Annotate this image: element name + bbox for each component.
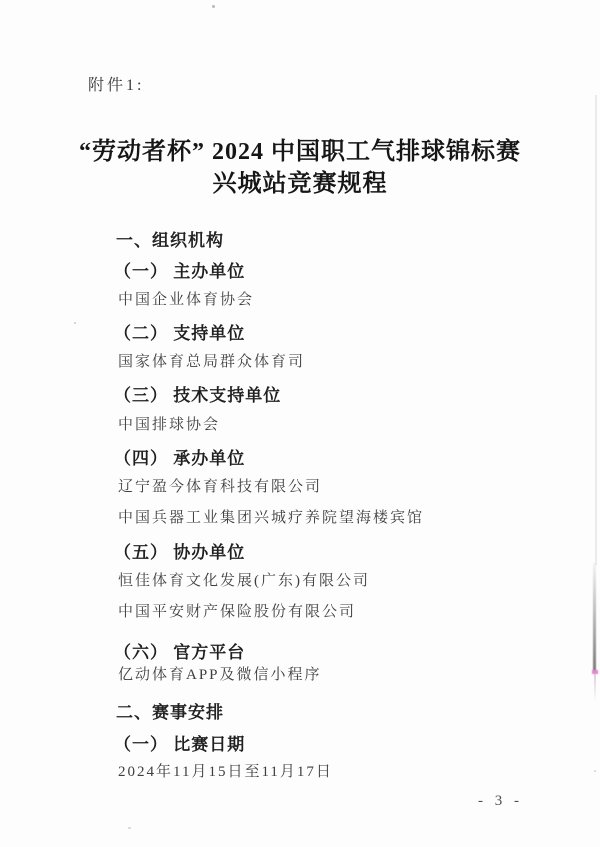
scan-artifact-dark-streak (593, 563, 596, 671)
body-line-co-organizer-org-2: 中国平安财产保险股份有限公司 (118, 604, 357, 620)
section-heading-event-arrangement: 二、赛事安排 (116, 703, 224, 722)
body-line-organizer-org-1: 辽宁盈今体育科技有限公司 (118, 479, 323, 495)
document-title-line-1: “劳动者杯” 2024 中国职工气排球锦标赛 (79, 139, 521, 165)
subsection-heading-organizer: （四） 承办单位 (114, 449, 246, 468)
scan-artifact-speck (128, 827, 131, 829)
subsection-heading-host-unit: （一） 主办单位 (114, 262, 246, 281)
document-title-line-2: 兴城站竞赛规程 (212, 171, 388, 197)
body-line-tech-support-org: 中国排球协会 (118, 417, 221, 433)
section-heading-organization: 一、组织机构 (116, 231, 224, 250)
scan-artifact-speck (594, 770, 596, 772)
scan-artifact-speck (74, 322, 76, 324)
subsection-heading-official-platform: （六） 官方平台 (114, 643, 246, 662)
body-line-co-organizer-org-1: 恒佳体育文化发展(广东)有限公司 (118, 573, 370, 589)
body-line-support-org: 国家体育总局群众体育司 (118, 354, 306, 370)
scan-artifact-fading-line (594, 674, 596, 702)
document-title (0, 136, 600, 200)
subsection-heading-support-unit: （二） 支持单位 (114, 324, 246, 343)
subsection-heading-match-date: （一） 比赛日期 (114, 735, 246, 754)
subsection-heading-co-organizer: （五） 协办单位 (114, 543, 246, 562)
scan-artifact-speck (212, 5, 215, 8)
body-line-host-org: 中国企业体育协会 (118, 292, 255, 308)
body-line-organizer-org-2: 中国兵器工业集团兴城疗养院望海楼宾馆 (118, 510, 425, 526)
attachment-label: 附件1: (88, 77, 145, 94)
subsection-heading-tech-support: （三） 技术支持单位 (114, 386, 282, 405)
page-number: - 3 - (478, 793, 523, 809)
scan-artifact-vertical-line (595, 95, 597, 565)
body-line-platform: 亿动体育APP及微信小程序 (118, 667, 322, 683)
body-line-match-date: 2024年11月15日至11月17日 (118, 764, 333, 780)
